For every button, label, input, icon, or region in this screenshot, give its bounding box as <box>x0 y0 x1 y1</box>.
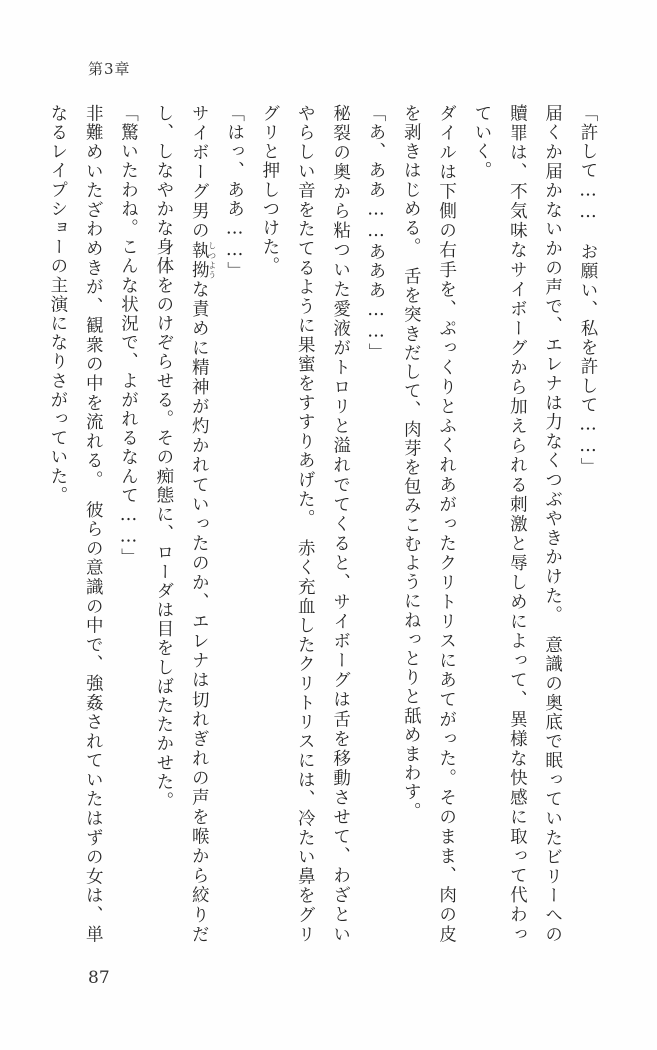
paragraph: ダイルは下側の右手を、ぷっくりとふくれあがったクリトリスにあてがった。そのまま、肉の皮を剥きはじめる。 舌を突きだして、肉芽を包みこむようにねっとりと舐めまわす。 <box>401 104 457 944</box>
paragraph: 「はっ、ああ……」 <box>224 104 245 281</box>
page-number: 87 <box>88 968 110 988</box>
paragraph: サイボーグ男の執拗しつような責めに精神が灼かれていったのか、エレナは切れぎれの声を喉から絞りだし、しなやかな身体をのけぞらせる。その痴態に、ローダは目をしばたたかせた。 <box>153 104 217 945</box>
chapter-header: 第3章 <box>88 60 131 78</box>
paragraph: 届くか届かないかの声で、エレナは力なくつぶやきかけた。 意識の奥底で眠っていたビリーへの贖罪は、不気味なサイボーグから加えられる刺激と辱しめによって、異様な快感に取って代わっていく。 <box>471 104 563 944</box>
page-body-text <box>47 104 605 945</box>
ruby-annotation: 執拗しつよう <box>189 240 217 280</box>
paragraph: 「許して…… お願い、私を許して……」 <box>578 104 598 477</box>
paragraph: 「あ、ああ……あああ……」 <box>365 104 386 363</box>
paragraph: 秘裂の奥から粘ついた愛液がトロリと溢れでてくると、サイボーグは舌を移動させて、わざといやらしい音をたてるように果蜜をすすりあげた。 赤く充血したクリトリスには、冷たい鼻をグリグリと押しつけた。 <box>259 104 351 944</box>
paragraph: 非難めいたざわめきが、観衆の中を流れる。 彼らの意識の中で、強姦されていたはずの女は、単なるレイプショーの主演になりさがっていた。 <box>47 104 104 944</box>
paragraph: 「驚いたわね。こんな状況で、よがれるなんて……」 <box>118 104 139 568</box>
